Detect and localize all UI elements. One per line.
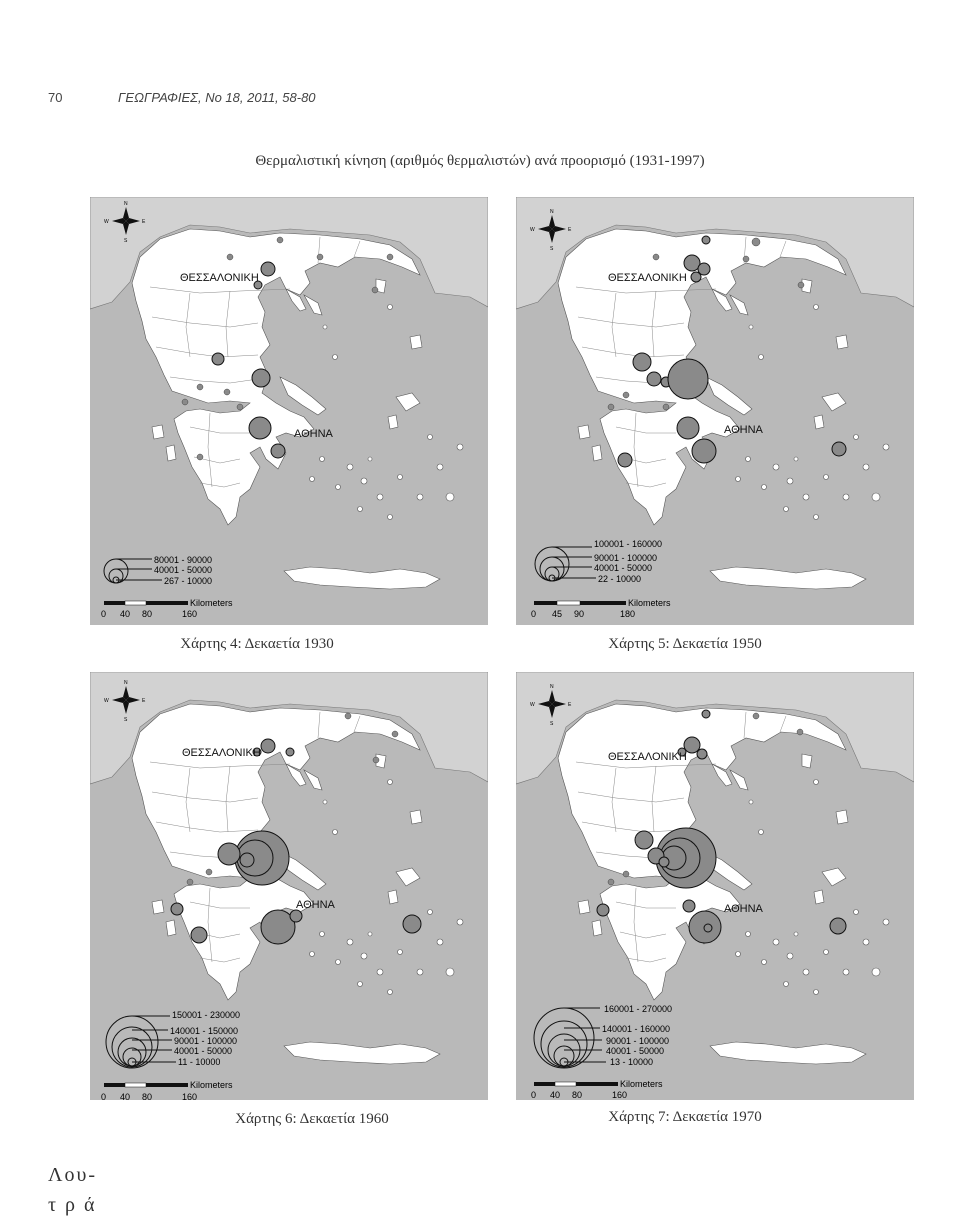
svg-text:40: 40 — [120, 1092, 131, 1102]
label-athens: ΑΘΗΝΑ — [296, 899, 335, 911]
svg-text:180: 180 — [620, 609, 636, 619]
svg-text:160: 160 — [182, 1092, 198, 1102]
svg-text:80: 80 — [572, 1090, 583, 1100]
legend-item: 90001 - 100000 — [606, 1036, 670, 1046]
caption-map-1970: Χάρτης 7: Δεκαετία 1970 — [608, 1109, 762, 1125]
figure-title: Θερμαλιστική κίνηση (αριθμός θερμαλιστών) ανά προορισμό (1931-1997) — [255, 153, 705, 169]
legend-item: 80001 - 90000 — [154, 555, 213, 565]
label-thessaloniki: ΘΕΣΣΑΛΟΝΙΚΗ — [180, 272, 259, 284]
svg-text:80: 80 — [142, 609, 153, 619]
map-1970 — [516, 672, 914, 1100]
svg-text:Kilometers: Kilometers — [190, 1080, 233, 1090]
svg-text:0: 0 — [531, 1090, 537, 1100]
legend-item: 90001 - 100000 — [594, 553, 658, 563]
legend-item: 22 - 10000 — [598, 574, 642, 584]
label-thessaloniki: ΘΕΣΣΑΛΟΝΙΚΗ — [608, 272, 687, 284]
journal-header: ΓΕΩΓΡΑΦΙΕΣ, Νο 18, 2011, 58-80 — [118, 90, 316, 105]
legend-item: 140001 - 160000 — [602, 1024, 671, 1034]
label-thessaloniki: ΘΕΣΣΑΛΟΝΙΚΗ — [182, 747, 261, 759]
map-1950 — [516, 197, 914, 625]
footer-line-2: τ ρ ά — [48, 1194, 97, 1216]
label-athens: ΑΘΗΝΑ — [724, 424, 763, 436]
label-thessaloniki: ΘΕΣΣΑΛΟΝΙΚΗ — [608, 751, 687, 763]
svg-text:Kilometers: Kilometers — [620, 1079, 663, 1089]
legend-item: 100001 - 160000 — [594, 539, 663, 549]
legend-item: 150001 - 230000 — [172, 1010, 241, 1020]
legend-item: 40001 - 50000 — [594, 563, 653, 573]
caption-map-1930: Χάρτης 4: Δεκαετία 1930 — [180, 636, 334, 652]
label-athens: ΑΘΗΝΑ — [724, 903, 763, 915]
legend-item: 140001 - 150000 — [170, 1026, 239, 1036]
svg-text:0: 0 — [101, 609, 107, 619]
svg-text:45: 45 — [552, 609, 563, 619]
svg-text:160: 160 — [182, 609, 198, 619]
svg-text:80: 80 — [142, 1092, 153, 1102]
legend-item: 40001 - 50000 — [174, 1046, 233, 1056]
footer-line-1: Λου- — [48, 1164, 98, 1186]
svg-text:40: 40 — [120, 609, 131, 619]
caption-map-1950: Χάρτης 5: Δεκαετία 1950 — [608, 636, 762, 652]
svg-text:0: 0 — [531, 609, 537, 619]
legend-item: 40001 - 50000 — [606, 1046, 665, 1056]
caption-map-1960: Χάρτης 6: Δεκαετία 1960 — [235, 1111, 389, 1127]
footer-text — [48, 1160, 97, 1220]
legend-item: 13 - 10000 — [610, 1057, 654, 1067]
svg-text:160: 160 — [612, 1090, 628, 1100]
svg-text:90: 90 — [574, 609, 585, 619]
legend-item: 267 - 10000 — [164, 576, 213, 586]
svg-text:40: 40 — [550, 1090, 561, 1100]
page-number: 70 — [48, 90, 63, 105]
svg-text:0: 0 — [101, 1092, 107, 1102]
svg-text:Kilometers: Kilometers — [190, 598, 233, 608]
label-athens: ΑΘΗΝΑ — [294, 428, 333, 440]
map-1930 — [90, 197, 488, 625]
legend-item: 40001 - 50000 — [154, 565, 213, 575]
map-1960 — [90, 672, 488, 1100]
legend-item: 90001 - 100000 — [174, 1036, 238, 1046]
legend-item: 160001 - 270000 — [604, 1004, 673, 1014]
svg-text:Kilometers: Kilometers — [628, 598, 671, 608]
legend-item: 11 - 10000 — [178, 1057, 221, 1067]
